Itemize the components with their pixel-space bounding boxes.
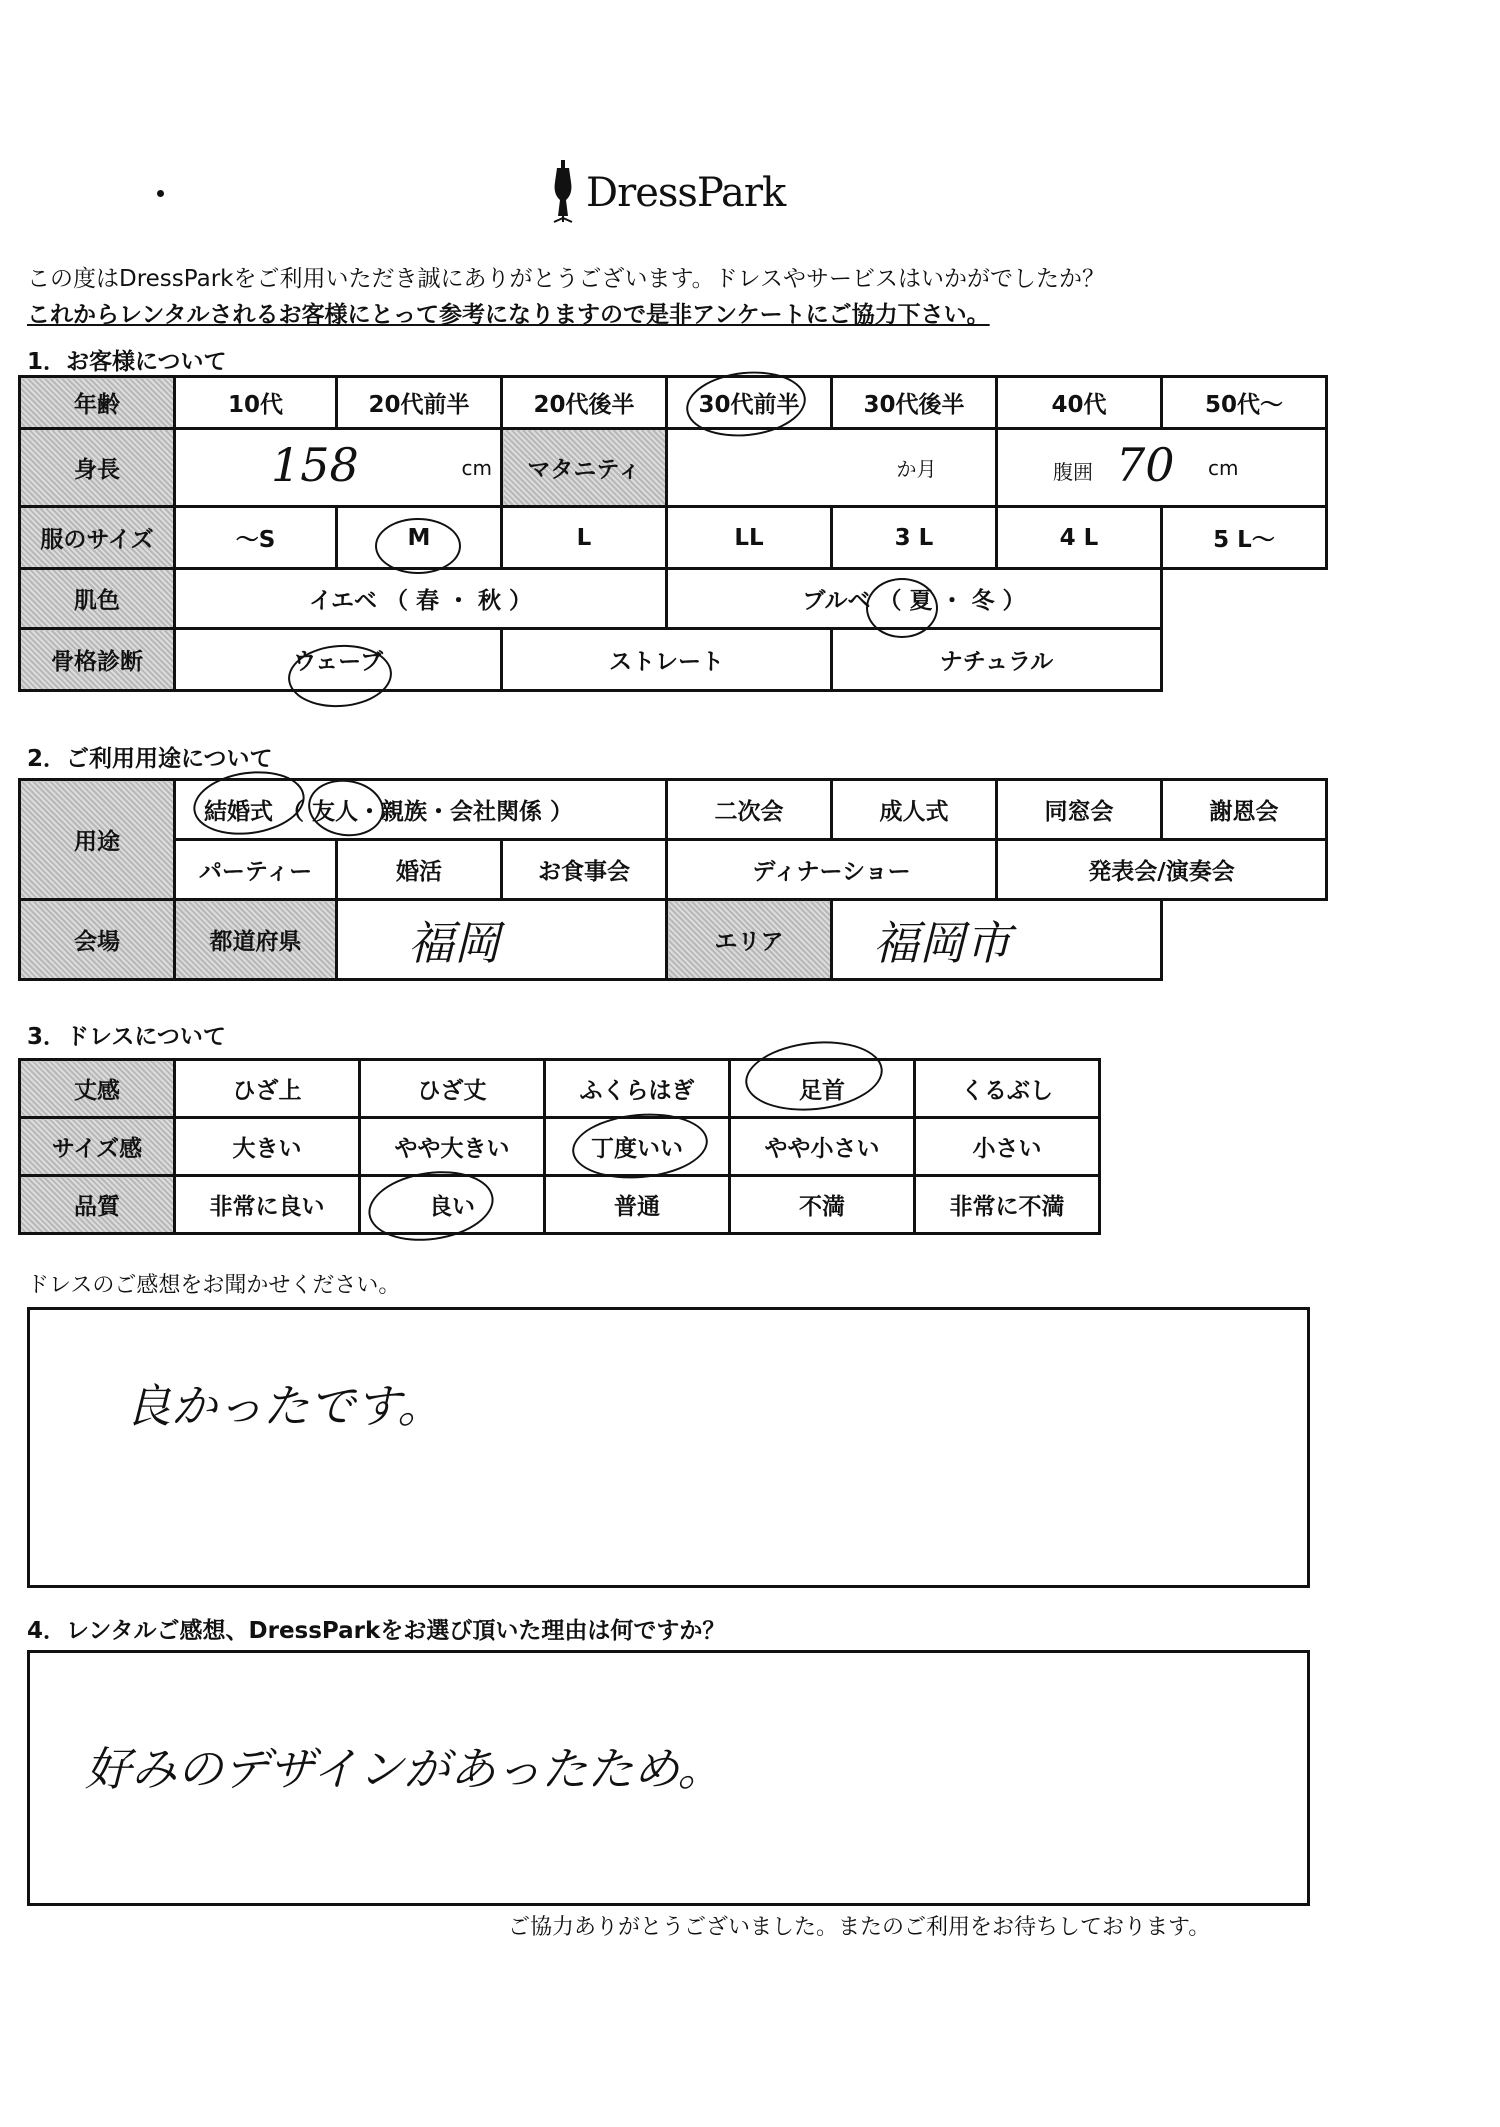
reason-text: 好みのデザインがあったため。 [85,1742,724,1796]
size-option[interactable]: 4 L [997,507,1162,569]
area-field[interactable] [832,900,1162,980]
dress-table [18,1058,1101,1235]
section1-title: 1．お客様について [27,349,227,375]
prefecture-value: 福岡 [408,915,500,970]
purpose-relations[interactable]: （ 友人・親族・会社関係 ） [281,799,574,825]
purpose-wedding-group[interactable] [175,780,667,840]
length-option[interactable]: ふくらはぎ [545,1060,730,1118]
age-label: 年齢 [20,377,175,429]
quality-label: 品質 [20,1176,175,1234]
bone-option[interactable]: ストレート [502,629,832,691]
size-option[interactable]: LL [667,507,832,569]
section4-title: 4．レンタルご感想、DressParkをお選び頂いた理由は何ですか？ [27,1618,726,1644]
fit-option[interactable]: 小さい [915,1118,1100,1176]
purpose-option[interactable]: 発表会/演奏会 [997,840,1327,900]
skin-label: 肌色 [20,569,175,629]
size-label: 服のサイズ [20,507,175,569]
waist-label: 腹囲 [1053,460,1093,484]
brand-logo [550,158,785,228]
age-option[interactable]: 50代～ [1162,377,1327,429]
skin-blue-suffix: ・ 冬 ） [940,588,1026,614]
age-option[interactable]: 40代 [997,377,1162,429]
fit-option-selected[interactable]: 丁度いい [545,1118,730,1176]
comment-text: 良かったです。 [125,1379,444,1433]
bone-option[interactable]: ナチュラル [832,629,1162,691]
area-value: 福岡市 [873,915,1011,970]
age-option[interactable]: 10代 [175,377,337,429]
dress-form-icon [550,160,576,226]
quality-option[interactable]: 非常に良い [175,1176,360,1234]
quality-option[interactable]: 不満 [730,1176,915,1234]
age-option[interactable]: 20代前半 [337,377,502,429]
purpose-label: 用途 [20,780,175,900]
maternity-unit: か月 [896,457,937,481]
comment-box[interactable] [27,1307,1310,1588]
waist-unit: cm [1208,456,1239,480]
size-option[interactable]: ～S [175,507,337,569]
section2-title: 2．ご利用用途について [27,746,273,772]
height-unit: cm [461,456,492,480]
height-label: 身長 [20,429,175,507]
intro-request: これからレンタルされるお客様にとって参考になりますので是非アンケートにご協力下さい。 [27,302,990,328]
footer-thanks: ご協力ありがとうございました。またのご利用をお待ちしております。 [508,1915,1211,1940]
age-option[interactable]: 20代後半 [502,377,667,429]
fit-label: サイズ感 [20,1118,175,1176]
area-label: エリア [667,900,832,980]
purpose-option[interactable]: 謝恩会 [1162,780,1327,840]
reason-box[interactable] [27,1650,1310,1906]
stray-dot [157,190,164,197]
skin-yellow[interactable]: イエベ （ 春 ・ 秋 ） [175,569,667,629]
length-option[interactable]: ひざ上 [175,1060,360,1118]
size-option[interactable]: L [502,507,667,569]
length-option[interactable]: ひざ丈 [360,1060,545,1118]
purpose-option[interactable]: 婚活 [337,840,502,900]
bone-label: 骨格診断 [20,629,175,691]
skin-blue[interactable] [667,569,1162,629]
purpose-option[interactable]: 成人式 [832,780,997,840]
height-value: 158 [271,438,359,492]
length-option[interactable]: くるぶし [915,1060,1100,1118]
purpose-option[interactable]: ディナーショー [667,840,997,900]
intro-line: この度はDressParkをご利用いただき誠にありがとうございます。ドレスやサービスはいかがでしたか？ [27,266,1105,292]
quality-option[interactable]: 普通 [545,1176,730,1234]
skin-blue-prefix: ブルベ （ [802,588,902,614]
waist-value: 70 [1116,438,1175,492]
quality-option-selected[interactable]: 良い [360,1176,545,1234]
comment-prompt: ドレスのご感想をお聞かせください。 [27,1273,401,1298]
size-option-selected[interactable]: M [337,507,502,569]
length-option-selected[interactable]: 足首 [730,1060,915,1118]
purpose-option[interactable]: 二次会 [667,780,832,840]
age-option-selected[interactable]: 30代前半 [667,377,832,429]
skin-blue-summer[interactable]: 夏 [909,588,933,614]
purpose-table [18,778,1328,981]
maternity-label: マタニティ [502,429,667,507]
length-label: 丈感 [20,1060,175,1118]
section3-title: 3．ドレスについて [27,1024,226,1050]
bone-option-selected[interactable]: ウェーブ [175,629,502,691]
fit-option[interactable]: やや小さい [730,1118,915,1176]
fit-option[interactable]: 大きい [175,1118,360,1176]
height-field[interactable] [175,429,502,507]
waist-field[interactable] [997,429,1327,507]
customer-table [18,375,1328,692]
venue-label: 会場 [20,900,175,980]
brand-name: DressPark [586,170,786,216]
purpose-option[interactable]: 同窓会 [997,780,1162,840]
purpose-option[interactable]: パーティー [175,840,337,900]
fit-option[interactable]: やや大きい [360,1118,545,1176]
maternity-field[interactable] [667,429,997,507]
age-option[interactable]: 30代後半 [832,377,997,429]
quality-option[interactable]: 非常に不満 [915,1176,1100,1234]
size-option[interactable]: 5 L～ [1162,507,1327,569]
prefecture-label: 都道府県 [175,900,337,980]
prefecture-field[interactable] [337,900,667,980]
purpose-option[interactable]: お食事会 [502,840,667,900]
size-option[interactable]: 3 L [832,507,997,569]
purpose-wedding[interactable]: 結婚式 [204,799,273,825]
